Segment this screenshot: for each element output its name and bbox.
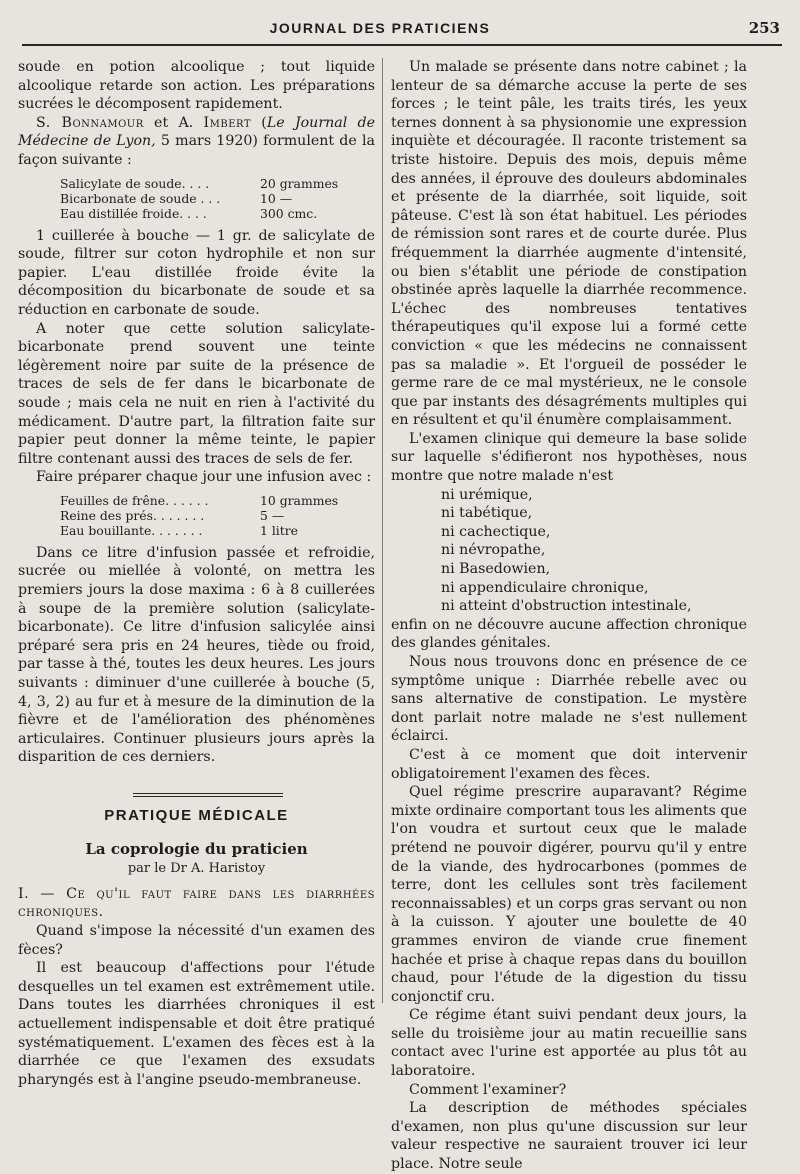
quantity: 300 cmc. <box>260 205 318 221</box>
ingredient: Feuilles de frêne. . . . . . <box>60 492 209 508</box>
article-title: La coprologie du praticien <box>85 839 308 858</box>
paragraph: Il est beaucoup d'affections pour l'étude desquelles un tel examen est extrêmement utile. Dans toutes les diarrhées chroniques il est actuellement indispensable et doit être pratiqué systématiquement. L'examen des fèces est à la diarrhée ce que l'examen des exsudats pharyngés est à l'angine pseudo-membraneuse. <box>18 960 375 1088</box>
list-item: ni Basedowien, <box>441 561 551 578</box>
subheading: I. — Ce qu'il faut faire dans les diarrhées chroniques. <box>18 885 375 921</box>
formula-table <box>60 176 375 221</box>
left-column <box>18 58 375 1089</box>
paragraph-citation <box>18 114 375 170</box>
paragraph: Nous nous trouvons donc en présence de ce symptôme unique : Diarrhée rebelle avec ou sans alternative de constipation. Le mystère dont parlait notre malade ne s'est nullement éclairci. <box>391 654 747 745</box>
ingredient: Reine des prés. . . . . . . <box>60 507 205 523</box>
list-item: ni appendiculaire chronique, <box>441 579 649 596</box>
author-name: Imbert <box>203 114 252 131</box>
quantity: 5 — <box>260 507 285 523</box>
paragraph: enfin on ne découvre aucune affection chronique des glandes génitales. <box>391 616 747 652</box>
byline: par le Dr A. Haristoy <box>127 861 266 877</box>
formula-row <box>60 523 375 538</box>
formula-row <box>60 508 375 523</box>
paragraph: Dans ce litre d'infusion passée et refroidie, sucrée ou miellée à volonté, on mettra les premiers jours la dose maxima : 6 à 8 cuillerées à soupe de la première solution (salicylate-bicarbonate). Ce litre d'infusion salicylée ainsi préparé sera pris en 24 heures, tiède ou froid, par tasse à thé, toutes les deux heures. Les jours suivants : diminuer d'une cuillerée à bouche (5, 4, 3, 2) au fur et à mesure de la diminution de la fièvre et de l'amélioration des phénomènes articulaires. Continuer plusieurs jours après la disparition de ces derniers. <box>18 544 375 766</box>
paragraph: A noter que cette solution salicylate-bicarbonate prend souvent une teinte légèrement noire par suite de la présence de traces de sels de fer dans le bicarbonate de soude ; mais cela ne nuit en rien à l'activité du médicament. D'autre part, la filtration faite sur papier peut donner la même teinte, le papier filtre contenant aussi des traces de sels de fer. <box>18 320 375 467</box>
ingredient: Eau bouillante. . . . . . . <box>60 522 203 538</box>
infusion-table <box>60 493 375 538</box>
paragraph: Quel régime prescrire auparavant? Régime mixte ordinaire comportant tous les aliments que l'on voudra et surtout ceux que le malade prétend ne pouvoir digérer, pourvu qu'il y entre de la viande, des hydrocarbones (pommes de terre, dont les cellules sont très facilement reconnaissables) et un corps gras servant ou non à la cuisson. Y ajouter une boulette de 40 grammes environ de viande crue finement hachée et prise à chaque repas dans du bouillon chaud, pour l'étude de la digestion du tissu conjonctif cru. <box>391 784 747 1005</box>
text-fragment: et A. <box>143 114 204 131</box>
quantity: 10 — <box>260 190 293 206</box>
ingredient: Eau distillée froide. . . . <box>60 205 207 221</box>
author-name: S. Bonnamour <box>36 114 144 131</box>
ingredient: Salicylate de soude. . . . <box>60 175 210 191</box>
text-fragment: 5 mars 1920) formulent de la façon suivante : <box>18 133 375 168</box>
paragraph: Comment l'examiner? <box>409 1081 567 1098</box>
formula-row <box>60 493 375 508</box>
column-divider <box>382 58 383 1003</box>
paragraph: Ce régime étant suivi pendant deux jours, la selle du troisième jour au matin recueillie sans contact avec l'urine est apportée au plus tôt au laboratoire. <box>391 1007 747 1080</box>
formula-row <box>60 206 375 221</box>
page-header <box>0 0 800 45</box>
list-item: ni névropathe, <box>441 542 546 559</box>
quantity: 20 grammes <box>260 175 339 191</box>
page-number: 253 <box>748 19 780 37</box>
paragraph: Un malade se présente dans notre cabinet ; la lenteur de sa démarche accuse la perte de ses forces ; le teint pâle, les traits tirés, les yeux ternes donnent à sa physionomie une expression inquiète et découragée. Il raconte tristement sa triste histoire. Depuis des mois, depuis même des années, il éprouve des douleurs abdominales et présente de la diarrhée, soit liquide, soit pâteuse. C'est là son état habituel. Les périodes de rémission sont rares et de courte durée. Plus fréquemment la diarrhée augmente d'intensité, ou bien s'établit une période de constipation obstinée après laquelle la diarrhée recommence. L'échec des nombreuses tentatives thérapeutiques qu'il expose lui a formé cette conviction « que les médecins ne connaissent pas sa maladie ». Et l'orgueil de posséder le germe rare de ce mal mystérieux, ne le console que par instants des désagréments multiples qui en résultent et qu'il énumère complaisamment. <box>391 59 747 429</box>
diagnosis-list <box>441 486 747 616</box>
paragraph: L'examen clinique qui demeure la base solide sur laquelle s'édifieront nos hypothèses, nous montre que notre malade n'est <box>391 430 747 485</box>
section-rule <box>133 793 283 797</box>
list-item: ni cachectique, <box>441 523 551 540</box>
list-item: ni tabétique, <box>441 505 533 522</box>
quantity: 10 grammes <box>260 492 339 508</box>
text-fragment: ( <box>251 114 267 131</box>
journal-title: JOURNAL DES PRATICIENS <box>269 20 491 36</box>
ingredient: Bicarbonate de soude . . . <box>60 190 221 206</box>
header-rule <box>22 44 782 46</box>
journal-citation: Le Journal de Médecine de Lyon, <box>18 114 375 150</box>
paragraph: La description de méthodes spéciales d'examen, non plus qu'une discussion sur leur valeur respective ne sauraient trouver ici leur place. Notre seule <box>391 1100 747 1173</box>
paragraph: C'est à ce moment que doit intervenir obligatoirement l'examen des fèces. <box>391 746 747 782</box>
right-column <box>391 58 747 1174</box>
list-item: ni atteint d'obstruction intestinale, <box>441 598 692 615</box>
paragraph: 1 cuillerée à bouche — 1 gr. de salicylate de soude, filtrer sur coton hydrophile et non sur papier. L'eau distillée froide évite la décomposition du bicarbonate de soude et sa réduction en carbonate de soude. <box>18 227 375 318</box>
formula-row <box>60 191 375 206</box>
paragraph: Quand s'impose la nécessité d'un examen des fèces? <box>18 922 375 958</box>
formula-row <box>60 176 375 191</box>
section-title: PRATIQUE MÉDICALE <box>104 807 289 824</box>
paragraph: soude en potion alcoolique ; tout liquide alcoolique retarde son action. Les préparations sucrées le décomposent rapidement. <box>18 59 375 113</box>
paragraph: Faire préparer chaque jour une infusion avec : <box>36 469 372 486</box>
list-item: ni urémique, <box>441 486 533 503</box>
quantity: 1 litre <box>260 522 298 538</box>
